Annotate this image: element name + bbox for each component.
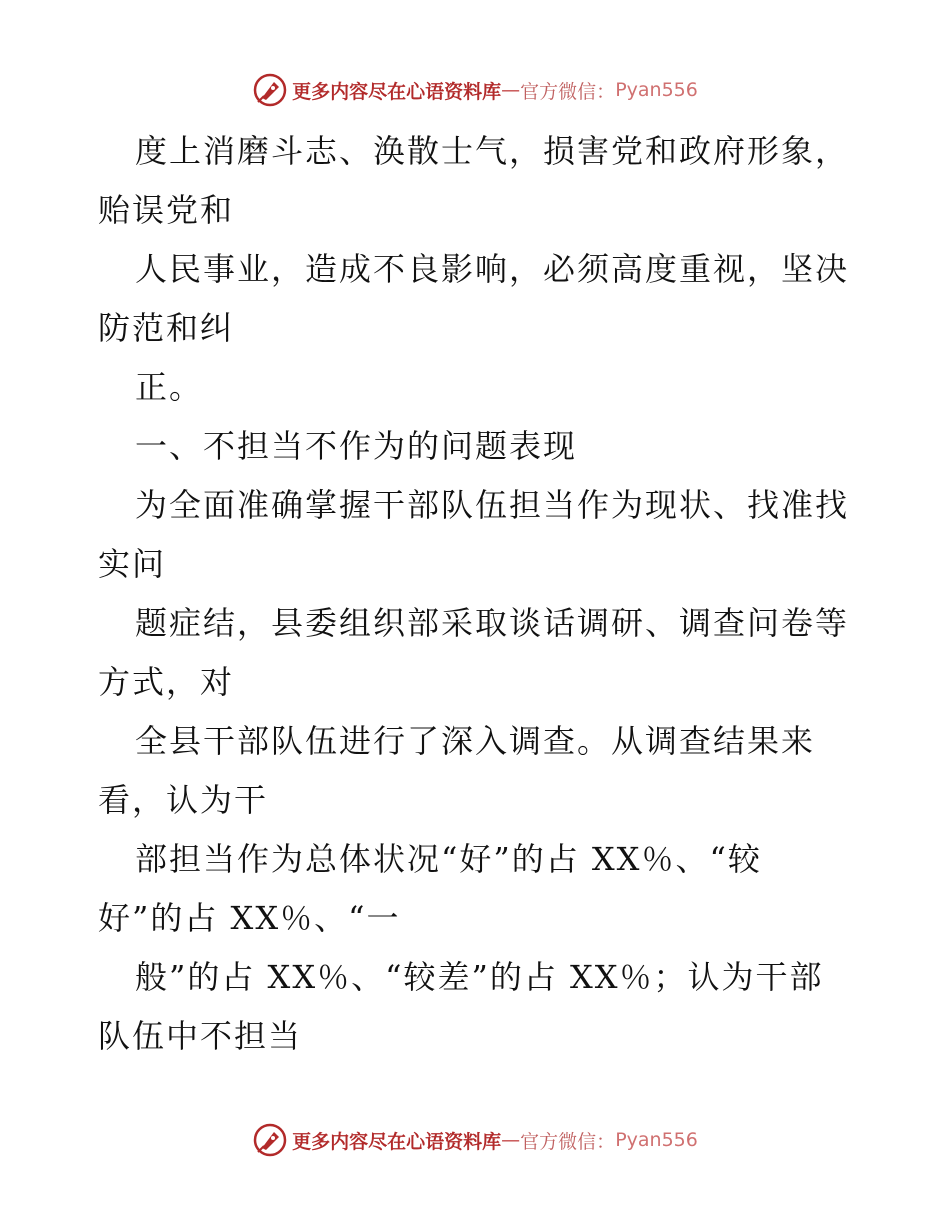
header-watermark <box>0 70 950 110</box>
text-line: 为全面准确掌握干部队伍担当作为现状、找准找 <box>135 486 850 524</box>
text-line: 题症结，县委组织部采取谈话调研、调查问卷等 <box>135 604 850 642</box>
text-line: 正。 <box>135 368 204 406</box>
document-body <box>98 122 898 1066</box>
text-line: 般”的占 XX％、“较差”的占 XX％；认为干部 <box>135 958 824 996</box>
watermark-dash: — <box>501 1129 521 1151</box>
pen-nib-logo-icon <box>252 1122 288 1158</box>
text-line: 部担当作为总体状况“好”的占 XX％、“较 <box>135 840 762 878</box>
watermark-main-text: 更多内容尽在心语资料库 <box>292 80 502 103</box>
text-line: 看，认为干 <box>98 781 269 819</box>
text-line: 度上消磨斗志、涣散士气，损害党和政府形象， <box>135 132 850 170</box>
text-line: 实问 <box>98 545 167 583</box>
text-line: 一、不担当不作为的问题表现 <box>135 427 578 465</box>
watermark-main-text: 更多内容尽在心语资料库 <box>292 1130 502 1153</box>
watermark-wechat-id: Pyan556 <box>615 79 698 101</box>
text-line: 全县干部队伍进行了深入调查。从调查结果来 <box>135 722 816 760</box>
text-line: 好”的占 XX％、“一 <box>98 899 401 937</box>
text-line: 贻误党和 <box>98 191 235 229</box>
pen-nib-logo-icon <box>252 72 288 108</box>
watermark-wechat-label: 官方微信： <box>520 1130 616 1153</box>
text-line: 人民事业，造成不良影响，必须高度重视，坚决 <box>135 250 850 288</box>
text-line: 队伍中不担当 <box>98 1017 303 1055</box>
footer-watermark <box>0 1120 950 1160</box>
watermark-wechat-id: Pyan556 <box>615 1129 698 1151</box>
watermark-dash: — <box>501 79 521 101</box>
text-line: 防范和纠 <box>98 309 235 347</box>
watermark-wechat-label: 官方微信： <box>520 80 616 103</box>
text-line: 方式，对 <box>98 663 235 701</box>
